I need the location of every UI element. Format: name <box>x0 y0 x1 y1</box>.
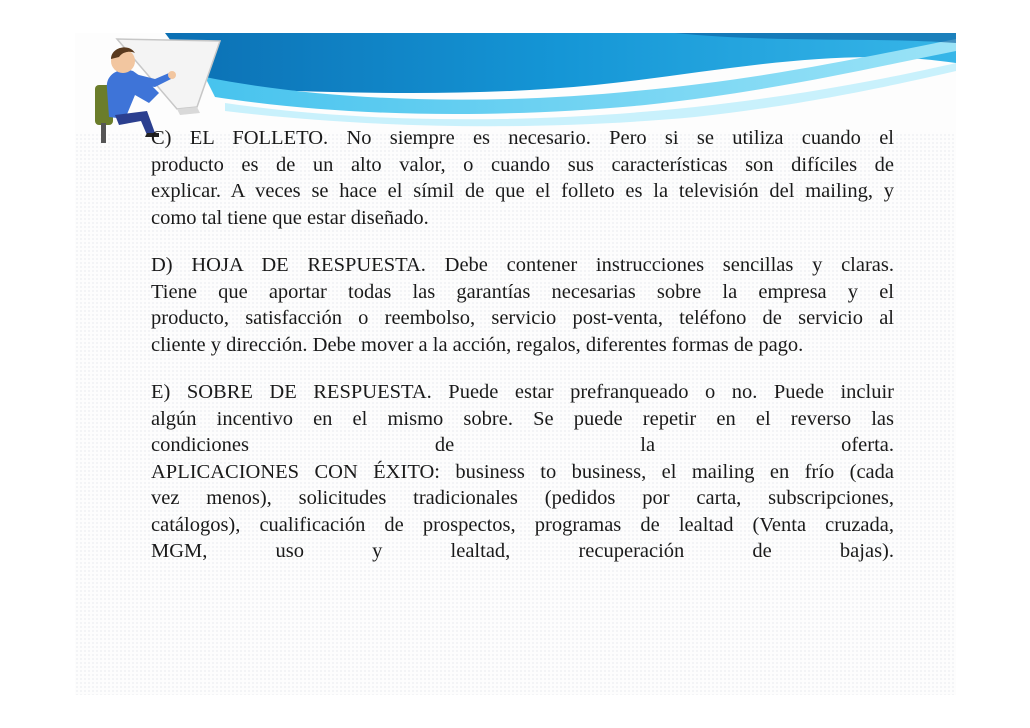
text-line: D) HOJA DE RESPUESTA. Debe contener instrucciones sencillas y claras. <box>151 254 894 276</box>
text-line: MGM, uso y lealtad, recuperación de bajas). <box>151 540 894 562</box>
text-line: Tiene que aportar todas las garantías necesarias sobre la empresa y el <box>151 280 894 303</box>
text-line: cliente y dirección. Debe mover a la acción, regalos, diferentes formas de pago. <box>151 333 804 356</box>
paragraph-hoja-de-respuesta <box>151 252 894 358</box>
text-line: catálogos), cualificación de prospectos, programas de lealtad (Venta cruzada, <box>151 513 894 536</box>
text-line: algún incentivo en el mismo sobre. Se puede repetir en el reverso las <box>151 407 894 430</box>
text-line: como tal tiene que estar diseñado. <box>151 206 429 229</box>
text-line: producto, satisfacción o reembolso, servicio post-venta, teléfono de servicio al <box>151 307 894 329</box>
text-line: explicar. A veces se hace el símil de que el folleto es la televisión del mailing, y <box>151 180 894 202</box>
paragraph-sobre-de-respuesta <box>151 379 894 565</box>
text-line: APLICACIONES CON ÉXITO: business to business, el mailing en frío (cada <box>151 460 894 483</box>
paragraph-folleto <box>151 125 894 231</box>
text-line: E) SOBRE DE RESPUESTA. Puede estar prefranqueado o no. Puede incluir <box>151 381 894 403</box>
text-line: condiciones de la oferta. <box>151 434 894 456</box>
slide <box>75 33 956 695</box>
text-line: producto es de un alto valor, o cuando sus características son difíciles de <box>151 153 894 176</box>
slide-body-text <box>151 125 894 586</box>
text-line: vez menos), solicitudes tradicionales (pedidos por carta, subscripciones, <box>151 487 894 509</box>
text-line: C) EL FOLLETO. No siempre es necesario. Pero si se utiliza cuando el <box>151 127 894 149</box>
